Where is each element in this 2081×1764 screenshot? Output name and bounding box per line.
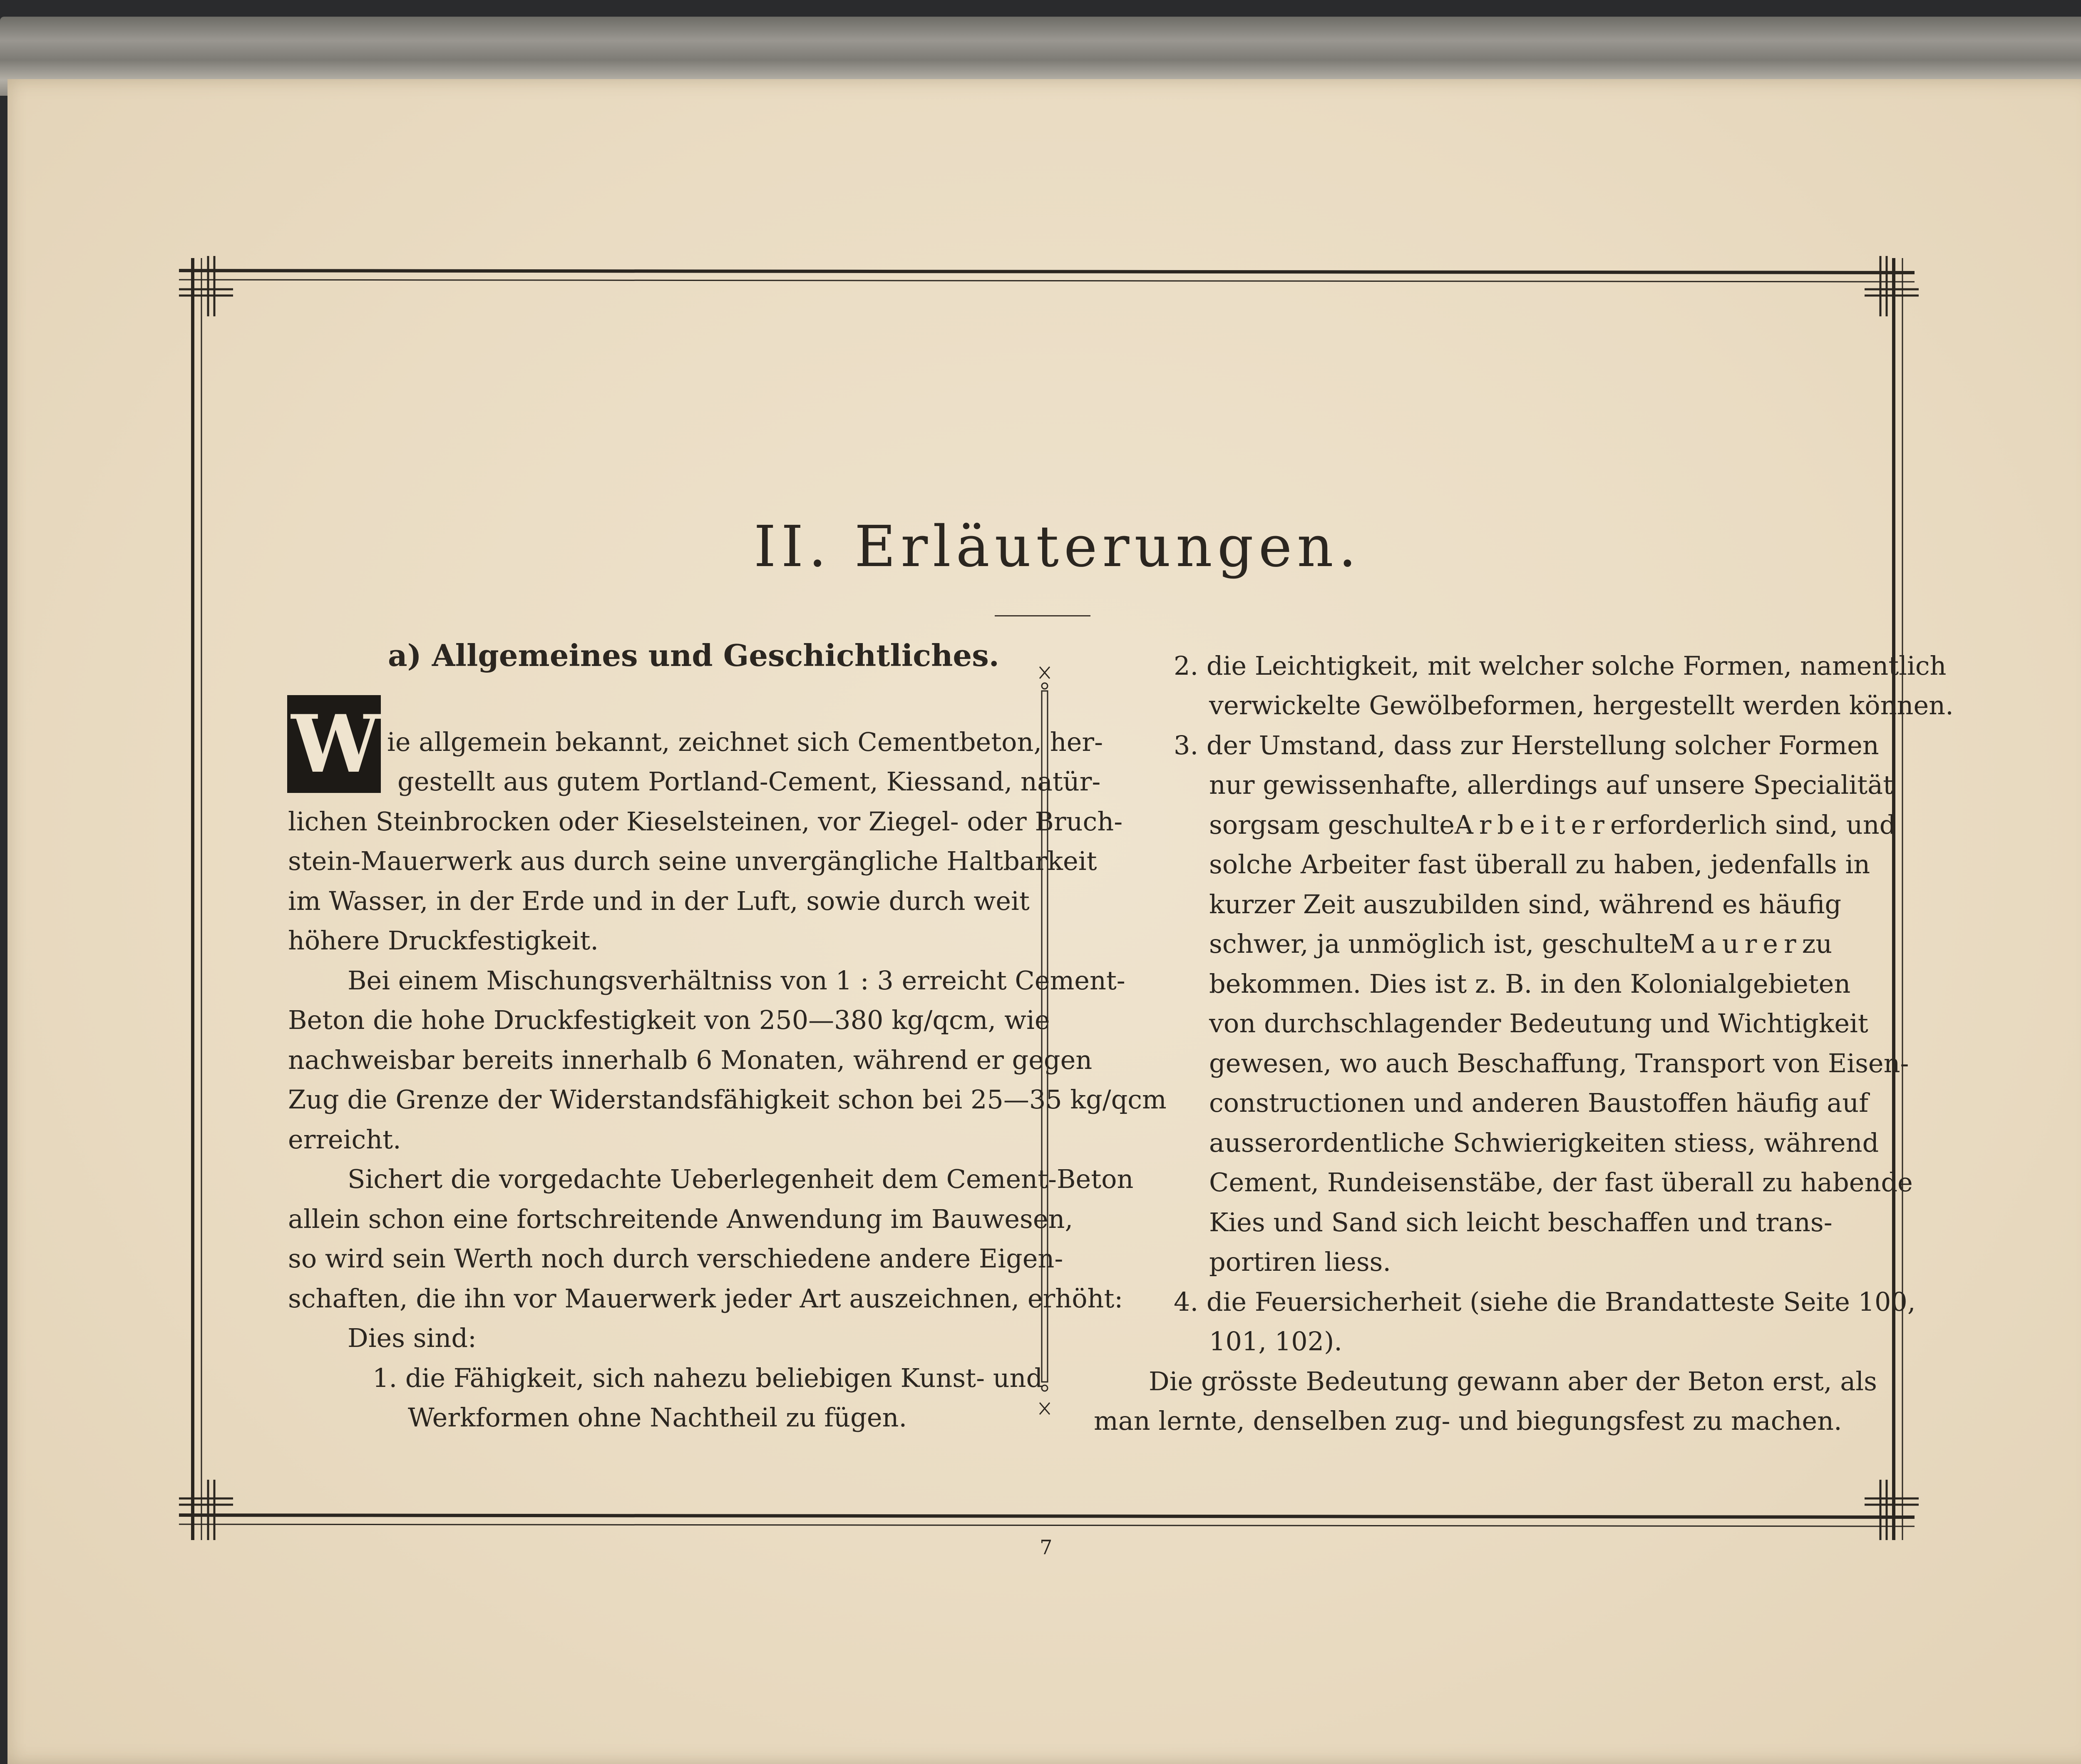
text-line: ausserordentliche Schwierigkeiten stiess, während (1209, 1128, 1879, 1158)
text-line: lichen Steinbrocken oder Kieselsteinen, vor Ziegel- oder Bruch- (288, 806, 1123, 837)
text-line: so wird sein Werth noch durch verschiedene andere Eigen- (288, 1243, 1063, 1274)
text-line: höhere Druckfestigkeit. (288, 925, 599, 956)
text-line: schaften, die ihn vor Mauerwerk jeder Art auszeichnen, erhöht: (288, 1283, 1123, 1314)
text-line: ie allgemein bekannt, zeichnet sich Cementbeton, her- (387, 727, 1103, 757)
text-line: bekommen. Dies ist z. B. in den Kolonialgebieten (1209, 969, 1851, 999)
list-item: 4. die Feuersicherheit (siehe die Brandatteste Seite 100, (1174, 1287, 1916, 1317)
drop-cap-letter: W (291, 698, 377, 790)
text-segment: sorgsam geschulte (1209, 810, 1455, 840)
text-line: Werkformen ohne Nachtheil zu fügen. (408, 1402, 907, 1433)
text-segment: zu (1802, 929, 1833, 959)
text-line: Die grösste Bedeutung gewann aber der Beton erst, als (1149, 1366, 1877, 1396)
text-line: nur gewissenhafte, allerdings auf unsere Specialität (1209, 770, 1893, 800)
title-rule (995, 615, 1090, 616)
text-line: Bei einem Mischungsverhältniss von 1 : 3 erreicht Cement- (348, 965, 1125, 996)
text-line: von durchschlagender Bedeutung und Wichtigkeit (1209, 1008, 1868, 1039)
text-line: verwickelte Gewölbeformen, hergestellt werden können. (1209, 690, 1954, 721)
text-line (1209, 924, 1833, 964)
list-item: 2. die Leichtigkeit, mit welcher solche Formen, namentlich (1174, 651, 1947, 681)
text-line: Zug die Grenze der Widerstandsfähigkeit schon bei 25—35 kg/qcm (288, 1084, 1167, 1115)
text-line: allein schon eine fortschreitende Anwendung im Bauwesen, (288, 1204, 1073, 1234)
page-number: 7 (1040, 1536, 1053, 1559)
drop-cap-initial (287, 695, 381, 793)
text-line (1209, 805, 1896, 845)
text-line: Beton die hohe Druckfestigkeit von 250—380 kg/qcm, wie (288, 1005, 1050, 1035)
text-line: gewesen, wo auch Beschaffung, Transport von Eisen- (1209, 1048, 1909, 1078)
text-segment: erforderlich sind, und (1610, 810, 1896, 840)
text-line: Sichert die vorgedachte Ueberlegenheit dem Cement-Beton (348, 1164, 1134, 1194)
text-line: solche Arbeiter fast überall zu haben, jedenfalls in (1209, 849, 1870, 880)
column-divider (1036, 666, 1053, 1424)
text-line: erreicht. (288, 1124, 401, 1155)
list-item: 3. der Umstand, dass zur Herstellung solcher Formen (1174, 730, 1879, 760)
section-heading: a) Allgemeines und Geschichtliches. (388, 638, 999, 673)
text-line: 101, 102). (1209, 1326, 1342, 1357)
list-item: 1. die Fähigkeit, sich nahezu beliebigen Kunst- und (372, 1363, 1043, 1393)
text-line: kurzer Zeit auszubilden sind, während es häufig (1209, 889, 1842, 919)
text-line: constructionen und anderen Baustoffen häufig auf (1209, 1088, 1869, 1118)
text-line: Dies sind: (348, 1323, 477, 1353)
text-line: gestellt aus gutem Portland-Cement, Kiessand, natür- (397, 766, 1101, 797)
text-line: im Wasser, in der Erde und in der Luft, sowie durch weit (288, 886, 1030, 916)
emphasis-maurer: Maurer (1669, 929, 1802, 959)
text-line: Kies und Sand sich leicht beschaffen und trans- (1209, 1207, 1833, 1237)
text-line: stein-Mauerwerk aus durch seine unvergängliche Haltbarkeit (288, 846, 1097, 876)
page-title: II. Erläuterungen. (753, 514, 1362, 580)
emphasis-arbeiter: Arbeiter (1454, 810, 1610, 840)
text-line: man lernte, denselben zug- und biegungsfest zu machen. (1094, 1406, 1842, 1436)
text-line: Cement, Rundeisenstäbe, der fast überall zu habende (1209, 1167, 1913, 1198)
text-line: nachweisbar bereits innerhalb 6 Monaten, während er gegen (288, 1045, 1093, 1075)
text-line: portiren liess. (1209, 1247, 1391, 1277)
text-segment: schwer, ja unmöglich ist, geschulte (1209, 929, 1669, 959)
